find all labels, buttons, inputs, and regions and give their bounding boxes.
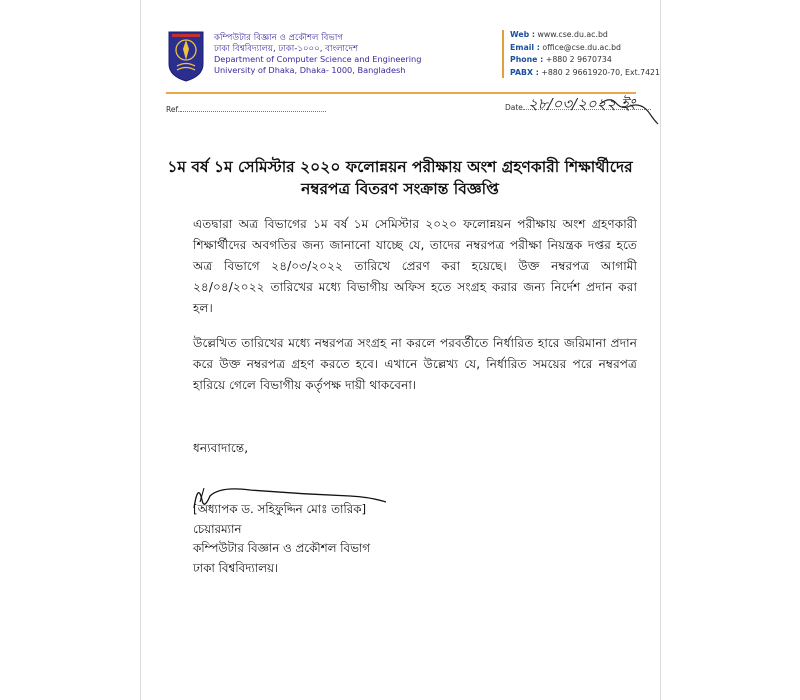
email-address: office@cse.du.ac.bd <box>542 42 621 52</box>
department-name-bn: কম্পিউটার বিজ্ঞান ও প্রকৌশল বিভাগ <box>214 33 343 43</box>
web-label: Web : <box>510 30 536 39</box>
date-flourish <box>598 94 660 126</box>
ref-label: Ref. <box>166 105 180 114</box>
web-link: www.cse.du.ac.bd <box>537 30 608 39</box>
department-name-en: Department of Computer Science and Engineering <box>214 54 422 65</box>
phone-number: +880 2 9670734 <box>545 55 612 65</box>
university-logo <box>166 30 206 82</box>
notice-title: ১ম বর্ষ ১ম সেমিস্টার ২০২০ ফলোন্নয়ন পরীক্ষায় অংশ গ্রহণকারী শিক্ষার্থীদের নম্বরপত্র বিতরণ সংক্রান্ত বিজ্ঞপ্তি <box>167 158 633 198</box>
notice-paragraph-1: এতদ্বারা অত্র বিভাগের ১ম বর্ষ ১ম সেমিস্টার ২০২০ ফলোন্নয়ন পরীক্ষায় অংশ গ্রহণকারী শিক্ষার্থীদের অবগতির জন্য জানানো যাচ্ছে যে, তাদের নম্বরপত্র পরীক্ষা নিয়ন্ত্রক দপ্তর হতে অত্র বিভাগে ২৪/০৩/২০২২ তারিখে প্রেরণ করা হয়েছে। উক্ত নম্বরপত্র আগামী ২৪/০৪/২০২২ তারিখের মধ্যে বিভাগীয় অফিস হতে সংগ্রহ করার জন্য নির্দেশ প্রদান করা হল। <box>193 217 637 315</box>
page-edge-right <box>660 0 661 700</box>
reference-line <box>166 103 326 114</box>
signatory-university: ঢাকা বিশ্ববিদ্যালয়। <box>193 560 279 575</box>
handwritten-date: ২৮/০৩/২০২২ ইং <box>528 95 636 113</box>
notice-paragraph-2: উল্লেখিত তারিখের মধ্যে নম্বরপত্র সংগ্রহ না করলে পরবর্তীতে নির্ধারিত হারে জরিমানা প্রদান করে উক্ত নম্বরপত্র গ্রহণ করতে হবে। এখানে উল্লেখ্য যে, নির্ধারিত সময়ের পরে নম্বরপত্র হারিয়ে গেলে বিভাগীয় কর্তৃপক্ষ দায়ী থাকবেনা। <box>193 336 637 392</box>
date-label: Date <box>505 103 523 112</box>
pabx-label: PABX : <box>510 67 539 77</box>
page-edge-left <box>140 0 141 700</box>
university-address-en: University of Dhaka, Dhaka- 1000, Bangladesh <box>214 64 406 75</box>
email-label: Email : <box>510 42 540 52</box>
signatory-block <box>193 500 370 578</box>
contact-divider <box>502 30 504 78</box>
closing-salutation: ধন্যবাদান্তে, <box>193 441 249 455</box>
pabx-number: +880 2 9661920-70, Ext.7421 <box>541 67 660 77</box>
ref-dotted-line <box>180 103 326 112</box>
signatory-department: কম্পিউটার বিজ্ঞান ও প্রকৌশল বিভাগ <box>193 541 371 555</box>
signatory-name: [অধ্যাপক ড. সহিফুদ্দিন মোঃ তারিক] <box>193 502 367 516</box>
phone-label: Phone : <box>510 55 544 65</box>
university-address-bn: ঢাকা বিশ্ববিদ্যালয়, ঢাকা-১০০০, বাংলাদেশ <box>214 43 359 54</box>
signatory-designation: চেয়ারম্যান <box>193 521 242 536</box>
contact-info <box>510 29 660 79</box>
department-header <box>214 33 421 75</box>
